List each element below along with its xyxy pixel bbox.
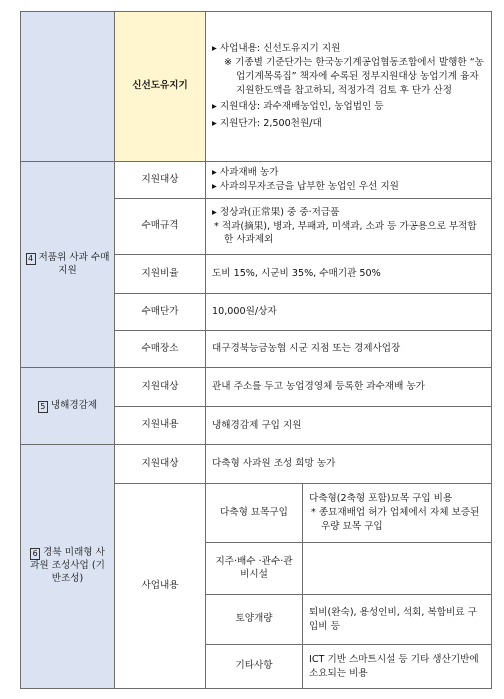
section-title: 경북 미래형 사과원 조성사업 (기반조성) — [30, 547, 105, 584]
row-label-project-content — [114, 483, 206, 689]
row-label-text: 지원대상 — [141, 457, 179, 469]
content-line: ▸ 사과재배 농가 — [212, 167, 279, 179]
section-cell-blank — [20, 11, 115, 162]
item-label-text: 기타사항 — [235, 660, 273, 672]
row-label-text: 지원대상 — [141, 380, 179, 392]
row-label-text: 신선도유지기 — [132, 80, 188, 92]
content-line: 퇴비(완숙), 용성인비, 석회, 복합비료 구입비 등 — [309, 606, 477, 632]
row-label-text: 사업내용 — [141, 579, 179, 591]
section-title: 냉해경감제 — [50, 399, 98, 411]
row-label-text: 지원비율 — [141, 267, 179, 279]
row-label-freshness-keeper — [114, 11, 206, 162]
content-line: 10,000원/상자 — [212, 306, 277, 318]
item-content-seedling-purchase — [302, 483, 492, 543]
row-content-purchase-place — [205, 330, 492, 368]
row-label-text: 수매장소 — [141, 342, 179, 354]
row-label-support-target — [114, 367, 206, 407]
row-label-support-target — [114, 444, 206, 484]
content-line: ▸ 정상과(正常果) 중 중·저급품 — [212, 206, 340, 218]
row-content-support-target — [205, 161, 492, 199]
row-label-purchase-spec — [114, 198, 206, 255]
item-label-text: 다축형 묘목구입 — [220, 506, 288, 518]
content-note: * 종묘재배업 허가 업체에서 자체 보증된 우량 묘목 구입 — [311, 507, 480, 532]
row-content-support-target — [205, 444, 492, 484]
row-content-unit-price — [205, 293, 492, 331]
item-content-support-facility — [302, 542, 492, 595]
row-label-support-target — [114, 161, 206, 199]
section-number-box: 4 — [26, 253, 36, 265]
content-line: 대구경북능금농협 시군 지점 또는 경제사업장 — [212, 343, 401, 355]
row-label-purchase-place — [114, 330, 206, 368]
content-line: ▸ 사업내용: 신선도유지기 지원 — [212, 42, 341, 54]
content-note: ※ 기종별 기준단가는 한국농기계공업협동조합에서 발행한 “농업기계목록집” 책자에 수록된 정부지원대상 농업기계 융자지원한도액을 참고하되, 적정가격 검토 후 단가 산정 — [224, 56, 484, 96]
content-note: * 적과(摘果), 병과, 부패과, 미색과, 소과 등 가공용으로 부적합한 사과제외 — [214, 220, 477, 246]
support-program-table — [20, 11, 492, 689]
item-content-other — [302, 644, 492, 689]
item-label-seedling-purchase — [205, 483, 303, 543]
row-content-freshness-keeper — [205, 11, 492, 162]
content-line: 냉해경감제 구입 지원 — [212, 419, 302, 431]
content-line: ▸ 사과의무자조금을 납부한 농업인 우선 지원 — [212, 181, 399, 192]
section-4-title — [20, 161, 115, 368]
section-6-title — [20, 444, 115, 689]
row-label-text: 수매규격 — [141, 220, 179, 232]
row-content-support-target — [205, 367, 492, 407]
section-number-box: 5 — [38, 401, 48, 413]
content-line: 도비 15%, 시군비 35%, 수매기관 50% — [212, 268, 381, 280]
row-label-support-ratio — [114, 254, 206, 294]
content-line: ICT 기반 스마트시설 등 기타 생산기반에 소요되는 비용 — [309, 653, 479, 679]
row-content-support-content — [205, 406, 492, 445]
row-label-text: 수매단가 — [141, 305, 179, 317]
section-5-title — [20, 367, 115, 445]
item-label-text: 토양개량 — [235, 613, 273, 625]
section-number-box: 6 — [30, 548, 40, 560]
row-content-support-ratio — [205, 254, 492, 294]
row-label-unit-price — [114, 293, 206, 331]
item-content-soil-improvement — [302, 594, 492, 645]
item-label-support-facility — [205, 542, 303, 595]
row-label-text: 지원내용 — [141, 419, 179, 431]
content-line: 관내 주소를 두고 농업경영체 등록한 과수재배 농가 — [212, 381, 425, 393]
content-line: ▸ 지원단가: 2,500천원/대 — [212, 118, 322, 130]
item-label-text: 지주·배수 ·관수·관비시설 — [215, 555, 293, 580]
row-content-purchase-spec — [205, 198, 492, 255]
content-line: ▸ 지원대상: 과수재배농업인, 농업법인 등 — [212, 101, 384, 113]
section-title: 저품위 사과 수매지원 — [38, 251, 110, 276]
content-line: 다축형 사과원 조성 희망 농가 — [212, 458, 336, 470]
content-line: 다축형(2축형 포함)묘목 구입 비용 — [309, 493, 453, 505]
item-label-other — [205, 644, 303, 689]
item-label-soil-improvement — [205, 594, 303, 645]
row-label-text: 지원대상 — [141, 173, 179, 185]
row-label-support-content — [114, 406, 206, 445]
